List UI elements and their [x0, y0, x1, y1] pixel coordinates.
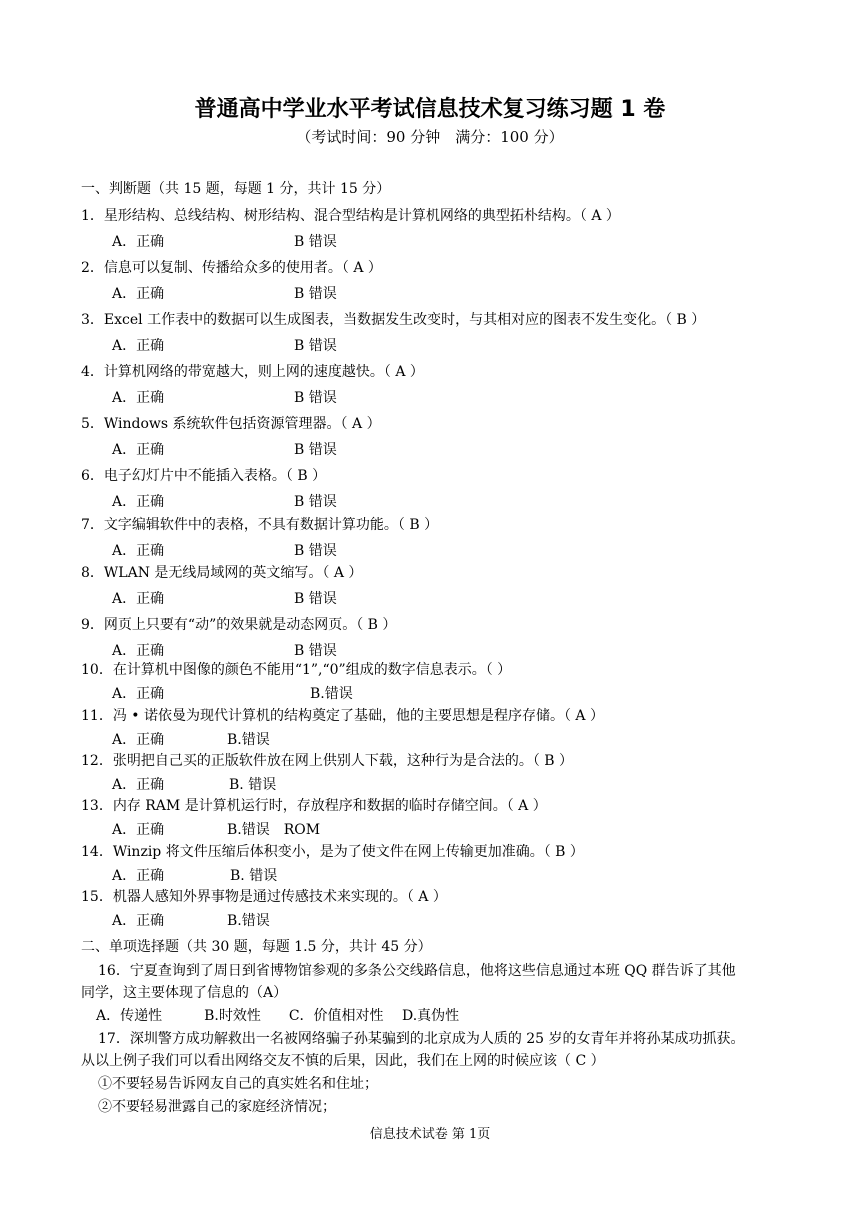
question-5-text: 5．Windows 系统软件包括资源管理器。（ A ） — [81, 416, 381, 432]
question-6-option-a: A．正确 — [112, 494, 165, 510]
question-6-text: 6．电子幻灯片中不能插入表格。（ B ） — [81, 468, 327, 484]
question-7-text: 7．文字编辑软件中的表格，不具有数据计算功能。（ B ） — [81, 517, 439, 533]
question-7-option-a: A．正确 — [112, 543, 165, 559]
question-5-option-a: A．正确 — [112, 442, 165, 458]
question-17-item-2: ②不要轻易泄露自己的家庭经济情况； — [98, 1099, 336, 1115]
question-5-option-b: B 错误 — [294, 442, 337, 458]
page-footer: 信息技术试卷 第 1页 — [369, 1127, 491, 1142]
page-title: 普通高中学业水平考试信息技术复习练习题 1 卷 — [194, 97, 666, 122]
question-17-item-1: ①不要轻易告诉网友自己的真实姓名和住址； — [98, 1076, 378, 1092]
question-12-option-a: A．正确 — [112, 777, 165, 793]
question-14-text: 14．Winzip 将文件压缩后体积变小，是为了使文件在网上传输更加准确。（ B ） — [81, 844, 584, 860]
exam-time-subtitle: （考试时间：90 分钟 满分：100 分） — [296, 128, 564, 146]
section-heading-judgement: 一、判断题（共 15 题，每题 1 分，共计 15 分） — [81, 181, 391, 197]
question-12-text: 12．张明把自己买的正版软件放在网上供别人下载，这种行为是合法的。（ B ） — [81, 753, 574, 769]
question-9-option-a: A．正确 — [112, 643, 165, 659]
question-3-text: 3．Excel 工作表中的数据可以生成图表，当数据发生改变时，与其相对应的图表不发生变化。（ B ） — [81, 312, 706, 328]
question-14-option-a: A．正确 — [112, 868, 165, 884]
question-16-line-2: 同学，这主要体现了信息的（A） — [81, 985, 288, 1001]
question-10-option-b: B.错误 — [310, 686, 353, 702]
question-1-option-b: B 错误 — [294, 234, 337, 250]
question-9-option-b: B 错误 — [294, 643, 337, 659]
question-4-option-b: B 错误 — [294, 390, 337, 406]
question-15-option-b: B.错误 — [227, 913, 270, 929]
question-12-option-b: B. 错误 — [229, 777, 277, 793]
question-8-option-a: A．正确 — [112, 591, 165, 607]
question-7-option-b: B 错误 — [294, 543, 337, 559]
question-6-option-b: B 错误 — [294, 494, 337, 510]
question-2-text: 2．信息可以复制、传播给众多的使用者。（ A ） — [81, 260, 382, 276]
question-13-option-b: B.错误 ROM — [227, 822, 321, 838]
question-11-option-a: A．正确 — [112, 732, 165, 748]
question-1-text: 1．星形结构、总线结构、树形结构、混合型结构是计算机网络的典型拓朴结构。（ A ） — [81, 208, 620, 224]
question-11-option-b: B.错误 — [227, 732, 270, 748]
question-16-options: A．传递性 B.时效性 C．价值相对性 D.真伪性 — [96, 1008, 460, 1024]
question-4-text: 4．计算机网络的带宽越大，则上网的速度越快。（ A ） — [81, 364, 424, 380]
question-10-option-a: A．正确 — [112, 686, 165, 702]
question-17-line-1: 17．深圳警方成功解救出一名被网络骗子孙某骗到的北京成为人质的 25 岁的女青年并将孙某成功抓获。 — [98, 1031, 745, 1047]
question-11-text: 11．冯 • 诺依曼为现代计算机的结构奠定了基础，他的主要思想是程序存储。（ A ） — [81, 708, 604, 724]
question-8-text: 8．WLAN 是无线局域网的英文缩写。（ A ） — [81, 565, 363, 581]
question-3-option-a: A．正确 — [112, 338, 165, 354]
question-2-option-a: A．正确 — [112, 286, 165, 302]
question-10-text: 10．在计算机中图像的颜色不能用“1”,“0”组成的数字信息表示。（ ） — [81, 662, 512, 678]
question-8-option-b: B 错误 — [294, 591, 337, 607]
question-16-line-1: 16．宁夏查询到了周日到省博物馆参观的多条公交线路信息，他将这些信息通过本班 QQ 群告诉了其他 — [98, 963, 736, 979]
question-9-text: 9．网页上只要有“动”的效果就是动态网页。（ B ） — [81, 617, 397, 633]
question-15-text: 15．机器人感知外界事物是通过传感技术来实现的。（ A ） — [81, 889, 447, 905]
question-4-option-a: A．正确 — [112, 390, 165, 406]
question-13-text: 13．内存 RAM 是计算机运行时，存放程序和数据的临时存储空间。（ A ） — [81, 798, 547, 814]
question-17-line-2: 从以上例子我们可以看出网络交友不慎的后果，因此，我们在上网的时候应该（ C ） — [81, 1053, 605, 1069]
question-2-option-b: B 错误 — [294, 286, 337, 302]
question-14-option-b: B. 错误 — [230, 868, 278, 884]
question-1-option-a: A．正确 — [112, 234, 165, 250]
question-15-option-a: A．正确 — [112, 913, 165, 929]
section-heading-choice: 二、单项选择题（共 30 题，每题 1.5 分，共计 45 分） — [81, 939, 432, 955]
question-3-option-b: B 错误 — [294, 338, 337, 354]
question-13-option-a: A．正确 — [112, 822, 165, 838]
